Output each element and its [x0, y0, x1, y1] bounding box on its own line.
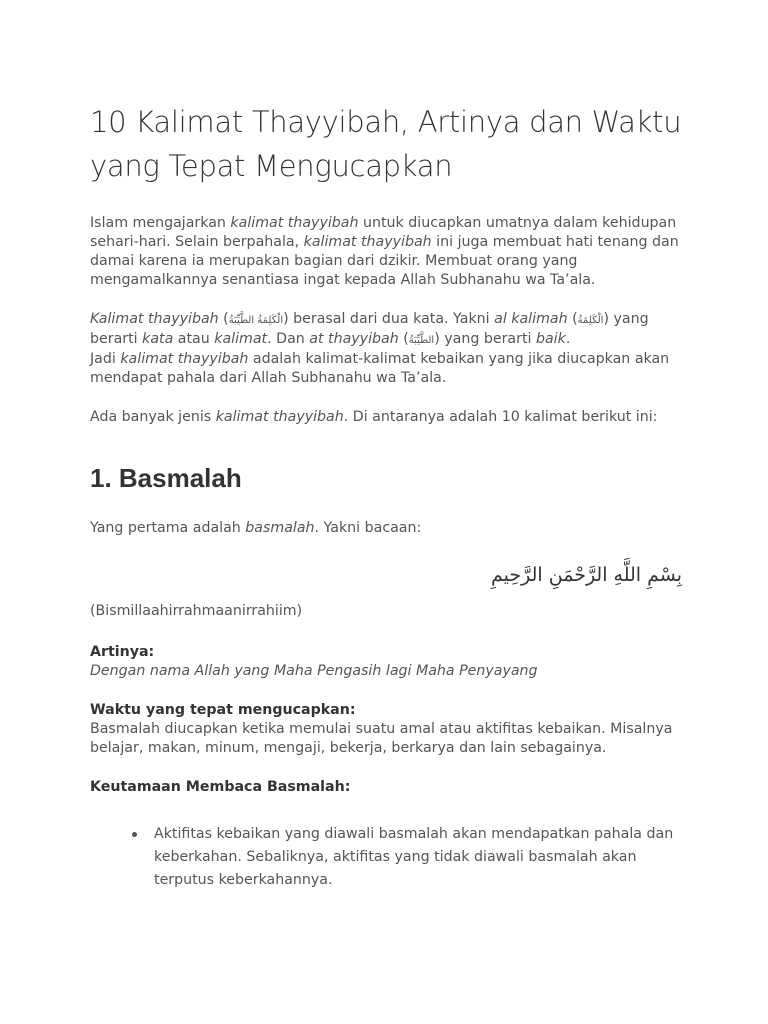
meaning-text: Dengan nama Allah yang Maha Pengasih lagi Maha Penyayang [90, 663, 538, 679]
text: Yang pertama adalah [90, 520, 246, 536]
term: basmalah [245, 520, 315, 536]
virtue-list [90, 823, 690, 892]
text: adalah kalimat-kalimat kebaikan yang jika diucapkan akan mendapat pahala dari Allah Subhanahu wa Ta’ala. [90, 351, 670, 386]
time-text: Basmalah diucapkan ketika memulai suatu amal atau aktifitas kebaikan. Misalnya belajar, makan, minum, mengaji, bekerja, berkarya dan lain sebagainya. [90, 721, 673, 756]
text: Ada banyak jenis [90, 409, 216, 425]
term: at thayyibah [309, 331, 399, 347]
term: kalimat thayyibah [215, 409, 344, 425]
text: ) yang berarti [90, 311, 649, 347]
text: atau [173, 331, 215, 347]
term: kata [142, 331, 174, 347]
meaning-label: Artinya: [90, 644, 155, 660]
term: kalimat thayyibah [120, 351, 249, 367]
time-label: Waktu yang tepat mengucapkan: [90, 702, 356, 718]
arabic-inline: الْكَلِمَةُ الطَّيِّبَةُ [228, 315, 284, 326]
term: al kalimah [494, 311, 568, 327]
term: kalimat [214, 331, 268, 347]
text: . [565, 331, 571, 347]
time-block [90, 701, 690, 758]
text: ) yang berarti [434, 331, 536, 347]
article [90, 100, 690, 892]
transliteration: (Bismillaahirrahmaanirrahiim) [90, 603, 303, 619]
virtue-label: Keutamaan Membaca Basmalah: [90, 779, 351, 795]
section-lead [90, 519, 690, 538]
text: untuk diucapkan umatnya dalam kehidupan sehari-hari. Selain berpahala, [90, 215, 677, 250]
text: ini juga membuat hati tenang dan damai karena ia merupakan bagian dari dzikir. Membuat orang yang mengamalkannya senantiasa ingat kepada Allah Subhanahu wa Ta’ala. [90, 234, 679, 288]
arabic-inline: الطَّيِّبَةُ [408, 335, 435, 346]
text: . Dan [267, 331, 310, 347]
text: ( [218, 311, 229, 327]
text: . Yakni bacaan: [314, 520, 422, 536]
text: . Di antaranya adalah 10 kalimat berikut ini: [343, 409, 658, 425]
intro-paragraph-3 [90, 408, 690, 427]
list-item: Aktifitas kebaikan yang diawali basmalah akan mendapatkan pahala dan keberkahan. Sebaliknya, aktifitas yang tidak diawali basmalah akan terputus keberkahannya. [154, 823, 690, 892]
meaning-block [90, 643, 690, 681]
term: Kalimat thayyibah [90, 311, 219, 327]
section-heading-basmalah: 1. Basmalah [90, 463, 242, 493]
arabic-basmalah: بِسْمِ اللَّهِ الرَّحْمَنِ الرَّحِيمِ [491, 564, 682, 586]
term: baik [535, 331, 566, 347]
arabic-inline: الْكَلِمَةُ [577, 315, 604, 326]
text: ( [398, 331, 409, 347]
text: ) berasal dari dua kata. Yakni [283, 311, 495, 327]
intro-paragraph-1 [90, 214, 690, 290]
text: Islam mengajarkan [90, 215, 231, 231]
term: kalimat thayyibah [230, 215, 359, 231]
article-title: 10 Kalimat Thayyibah, Artinya dan Waktu yang Tepat Mengucapkan [90, 105, 682, 183]
intro-paragraph-2 [90, 310, 690, 388]
text: ( [567, 311, 578, 327]
text: Jadi [90, 351, 121, 367]
term: kalimat thayyibah [303, 234, 432, 250]
